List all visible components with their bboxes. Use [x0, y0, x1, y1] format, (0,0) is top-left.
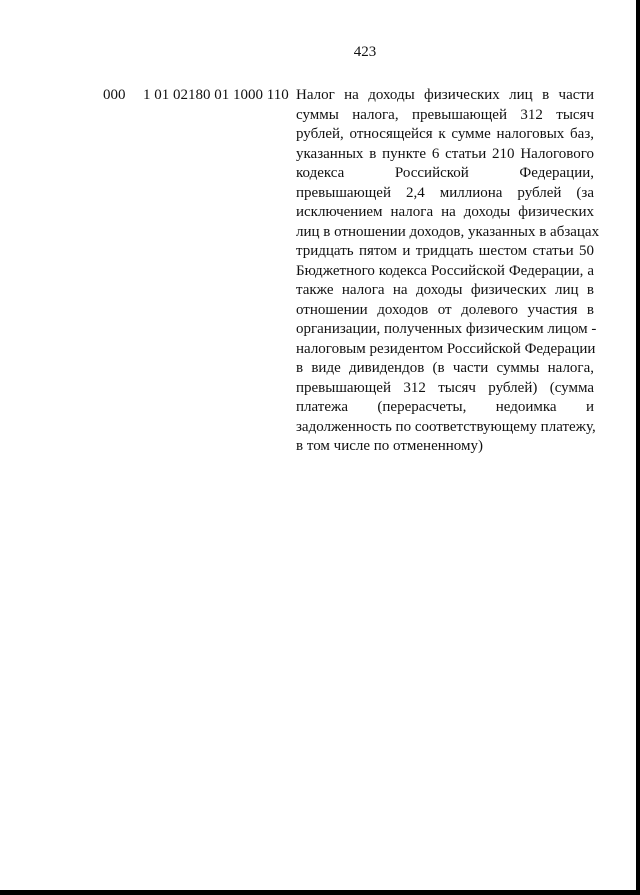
description-line: исключением налога на доходы физических: [296, 204, 594, 220]
description-line: организации, полученных физическим лицом -: [296, 321, 597, 337]
description-line: лиц в отношении доходов, указанных в абзацах: [296, 223, 600, 240]
description-line: Бюджетного кодекса Российской Федерации, а: [296, 262, 594, 279]
description-line: задолженность по соответствующему платежу,: [296, 418, 596, 435]
description-line: Налог на доходы физических лиц в части: [296, 87, 594, 103]
description-line: превышающей 312 тысяч рублей) (сумма: [296, 379, 594, 396]
description-line: налоговым резидентом Российской Федерации: [296, 340, 596, 357]
description-line: в том числе по отмененному): [296, 438, 483, 454]
page-number: 423: [353, 44, 377, 60]
description-line: платежа (перерасчеты, недоимка и: [296, 399, 594, 415]
description-line: кодекса Российской Федерации,: [296, 165, 594, 181]
description-line: в виде дивидендов (в части суммы налога,: [296, 360, 594, 376]
description-line: превышающей 2,4 миллиона рублей (за: [296, 184, 594, 201]
scan-border-right: [636, 0, 640, 895]
kbk-code: 1 01 02180 01 1000 110: [143, 87, 289, 103]
description-line: суммы налога, превышающей 312 тысяч: [296, 106, 594, 123]
description-line: рублей, относящейся к сумме налоговых баз,: [296, 126, 594, 142]
income-description: [296, 86, 600, 457]
description-line: тридцать пятом и тридцать шестом статьи 50: [296, 243, 594, 259]
description-line: также налога на доходы физических лиц в: [296, 282, 594, 298]
admin-code: 000: [103, 87, 126, 103]
description-line: указанных в пункте 6 статьи 210 Налогового: [296, 145, 594, 162]
scan-border-bottom: [0, 890, 640, 895]
description-line: отношении доходов от долевого участия в: [296, 301, 594, 318]
